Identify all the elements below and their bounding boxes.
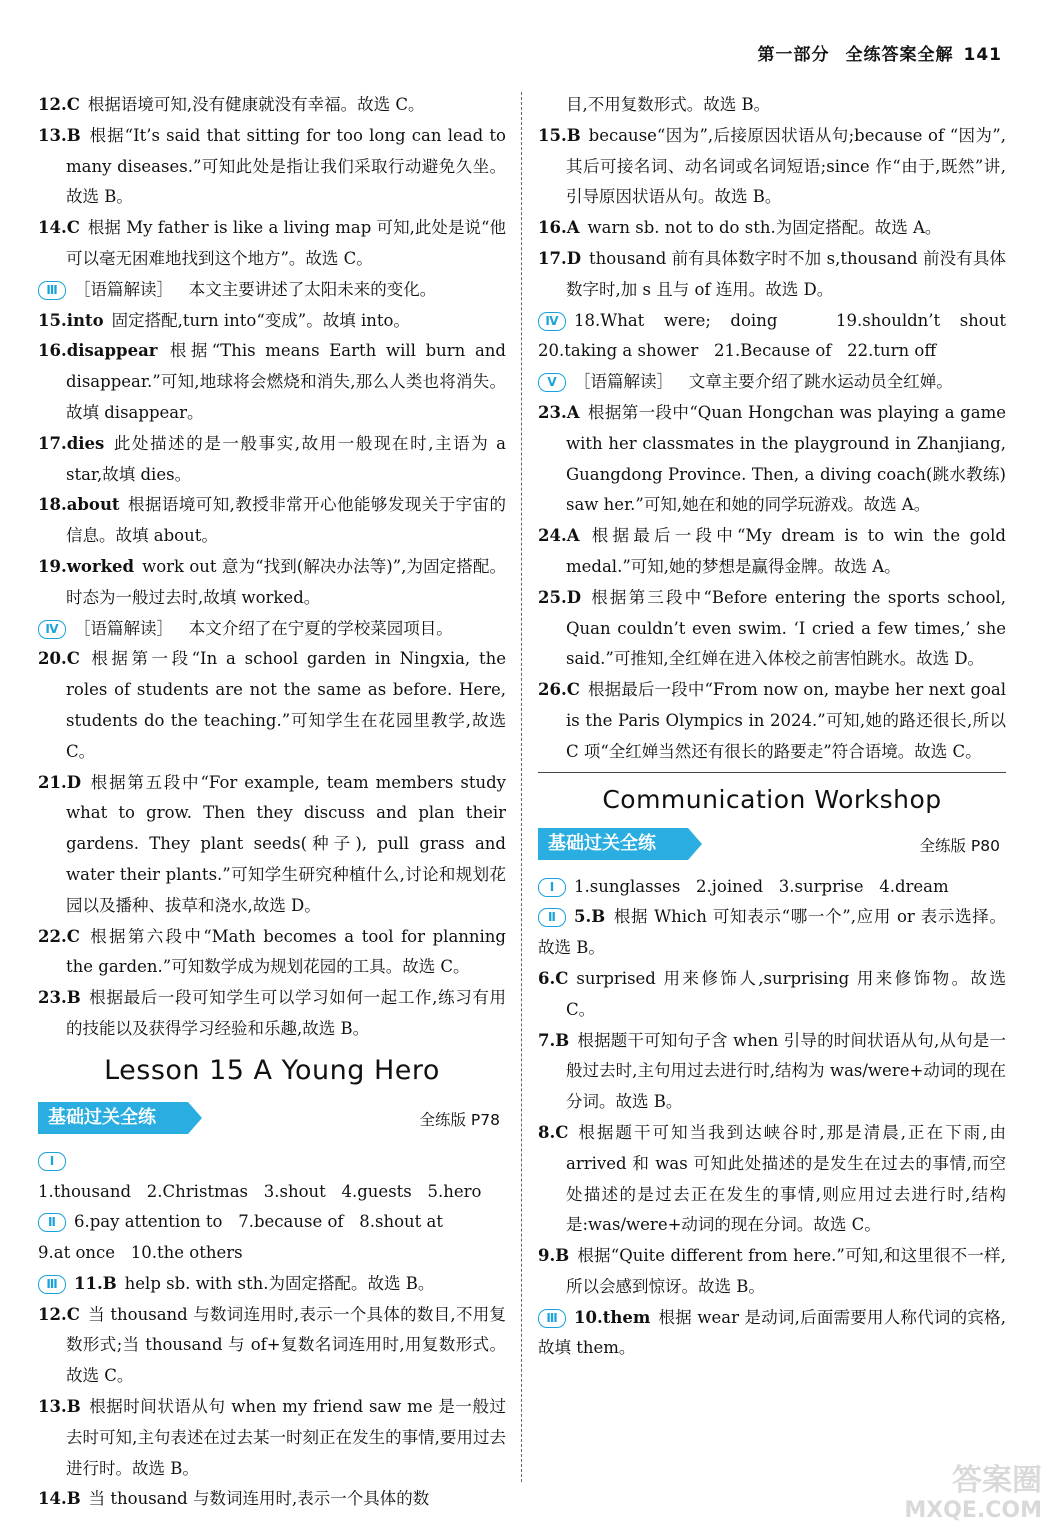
answer-item: 22.C 根据第六段中“Math becomes a tool for planning the garden.”可知数学成为规划花园的工具。故选 C。 [38,926,506,977]
reading-note: Ⅲ ［语篇解读］ 本文主要讲述了太阳未来的变化。 [38,275,506,306]
left-items-low [38,644,506,1044]
answer-item: 17.dies 此处描述的是一般事实,故用一般现在时,主语为 a star,故填 dies。 [38,433,506,484]
answer-item: 12.C 当 thousand 与数词连用时,表示一个具体的数目,不用复数形式;当 thousand 与 of+复数名词连用时,用复数形式。故选 C。 [38,1304,506,1386]
answer-item: 23.A 根据第一段中“Quan Hongchan was playing a game with her classmates in the playground in Zhanjiang, Guangdong Province. Then, a diving coach(跳水教练) saw her.”可知,她在和她的同学玩游戏。故选 A。 [538,402,1006,515]
answer-item: 14.C 根据 My father is like a living map 可知,此处是说“他可以毫无困难地找到这个地方”。故选 C。 [38,218,506,268]
left-items-top [38,90,506,275]
answer-item: 15.into 固定搭配,turn into“变成”。故填 into。 [38,310,410,330]
watermark-logo: 答案圈 MXQE.COM [904,1463,1042,1523]
header-subtitle: 全练答案全解 [845,45,954,65]
page-header [758,40,1003,65]
answer-item: 6.C surprised 用来修饰人,surprising 用来修饰物。故选 C。 [538,968,1006,1019]
section-banner [38,1098,506,1138]
answer-item: 21.D 根据第五段中“For example, team members study what to grow. Then they discuss and plan their gardens. They plant seeds(种子), pull grass and water their plants.”可知学生研究种植什么,讨论和规划花园以及播种、拔草和浇水,故选 D。 [38,772,506,915]
roman-badge-icon: Ⅲ [538,1309,566,1328]
answer-item: 8.C 根据题干可知当我到达峡谷时,那是清晨,正在下雨,由 arrived 和 was 可知此处描述的是发生在过去的事情,而空处描述的是过去正在发生的事情,则应用过去进行时,结构是:was/were+动词的现在分词。故选 C。 [538,1122,1006,1235]
column-divider [521,92,522,1482]
section-title: Communication Workshop [602,784,942,814]
section-rule [538,772,1006,773]
roman-badge-icon: Ⅴ [538,373,566,392]
answer-item: 12.C 根据语境可知,没有健康就没有幸福。故选 C。 [38,95,425,114]
exercise-answers: Ⅱ 6.pay attention to 7.because of 8.shout at [38,1207,506,1238]
roman-badge-icon: Ⅲ [38,1275,66,1294]
roman-badge-icon: Ⅲ [38,281,66,300]
answer-item: 26.C 根据最后一段中“From now on, maybe her next goal is the Paris Olympics in 2024.”可知,她的路还很长,所以 C 项“全红婵当然还有很长的路要走”符合语境。故选 C。 [538,680,1006,761]
answer-item: 9.B 根据“Quite different from here.”可知,和这里很不一样,所以会感到惊讶。故选 B。 [538,1246,1006,1296]
roman-badge-icon: Ⅳ [538,312,566,331]
continued-text: 目,不用复数形式。故选 B。 [566,95,771,114]
right-column [538,90,1022,1364]
exercise-answers: 9.at once 10.the others [38,1243,243,1263]
answer-item: 17.D thousand 前有具体数字时不加 s,thousand 前没有具体数字时,加 s 且与 of 连用。故选 D。 [538,248,1006,299]
left-items-end [38,1300,506,1516]
answer-item: 19.worked work out 意为“找到(解决办法等)”,为固定搭配。时态为一般过去时,故填 worked。 [38,556,506,607]
roman-badge-icon: Ⅰ [38,1152,66,1171]
right-items-b [538,398,1006,768]
answer-item: 7.B 根据题干可知句子含 when 引导的时间状语从句,从句是一般过去时,主句用过去进行时,结构为 was/were+动词的现在分词。故选 B。 [538,1030,1006,1112]
exercise-answers: Ⅲ 11.B help sb. with sth.为固定搭配。故选 B。 [38,1269,506,1300]
lesson-title: Lesson 15 A Young Hero [104,1054,440,1086]
exercise-answers: Ⅰ 1.sunglasses 2.joined 3.surprise 4.dream [538,872,1006,903]
answer-item: 16.A warn sb. not to do sth.为固定搭配。故选 A。 [538,218,942,238]
banner-ref: 全练版 P78 [419,1110,500,1129]
answer-item: 13.B 根据时间状语从句 when my friend saw me 是一般过去时可知,主句表述在过去某一时刻正在发生的事情,要用过去进行时。故选 B。 [38,1397,506,1478]
section-banner [538,824,1006,864]
roman-badge-icon: Ⅱ [538,908,566,927]
exercise-answers: Ⅳ 18.What were; doing 19.shouldn’t shout 20.taking a shower 21.Because of 22.turn off [538,310,1022,361]
roman-badge-icon: Ⅳ [38,620,66,639]
banner-ref: 全练版 P80 [919,836,1000,855]
answer-item: 18.about 根据语境可知,教授非常开心他能够发现关于宇宙的信息。故填 about。 [38,495,506,546]
banner-label: 基础过关全练 [538,828,688,860]
reading-note: Ⅴ ［语篇解读］ 文章主要介绍了跳水运动员全红婵。 [538,367,1006,398]
answer-item: 16.disappear 根据“This means Earth will burn and disappear.”可知,地球将会燃烧和消失,那么人类也将消失。故填 disappear。 [38,341,506,422]
roman-badge-icon: Ⅱ [38,1213,66,1232]
left-column [38,90,506,1515]
answer-item: 25.D 根据第三段中“Before entering the sports school, Quan couldn’t even swim. ‘I cried a few times,’ she said.”可推知,全红婵在进入体校之前害怕跳水。故选 D。 [538,587,1006,669]
answer-item: 15.B because“因为”,后接原因状语从句;because of “因为”,其后可接名词、动名词或名词短语;since 作“由于,既然”讲,引导原因状语从句。故选 B。 [538,125,1006,207]
exercise-answers: Ⅲ 10.them 根据 wear 是动词,后面需要用人称代词的宾格,故填 them。 [538,1307,1006,1358]
banner-label: 基础过关全练 [38,1102,188,1134]
exercise-answers: Ⅱ 5.B 根据 Which 可知表示“哪一个”,应用 or 表示选择。故选 B。 [538,907,1006,958]
answer-item: 13.B 根据“It’s said that sitting for too long can lead to many diseases.”可知此处是指让我们采取行动避免久坐。故选 B。 [38,125,506,207]
answer-item: 14.B 当 thousand 与数词连用时,表示一个具体的数 [38,1489,430,1509]
answer-item: 24.A 根据最后一段中“My dream is to win the gold medal.”可知,她的梦想是赢得金牌。故选 A。 [538,526,1006,576]
answer-item: 20.C 根据第一段“In a school garden in Ningxia, the roles of students are not the same as before. Here, students do the teaching.”可知学生在花园里教学,故选 C。 [38,649,506,761]
exercise-answers: Ⅰ1.thousand 2.Christmas 3.shout 4.guests 5.hero [38,1153,482,1201]
right-items-c [538,964,1006,1303]
right-items-a [538,121,1006,306]
header-section: 第一部分 [757,45,830,65]
answer-item: 23.B 根据最后一段可知学生可以学习如何一起工作,练习有用的技能以及获得学习经验和乐趣,故选 B。 [38,988,506,1038]
reading-note: Ⅳ ［语篇解读］ 本文介绍了在宁夏的学校菜园项目。 [38,614,506,645]
roman-badge-icon: Ⅰ [538,878,566,897]
page-number: 141 [963,45,1002,65]
left-items-mid [38,306,506,614]
